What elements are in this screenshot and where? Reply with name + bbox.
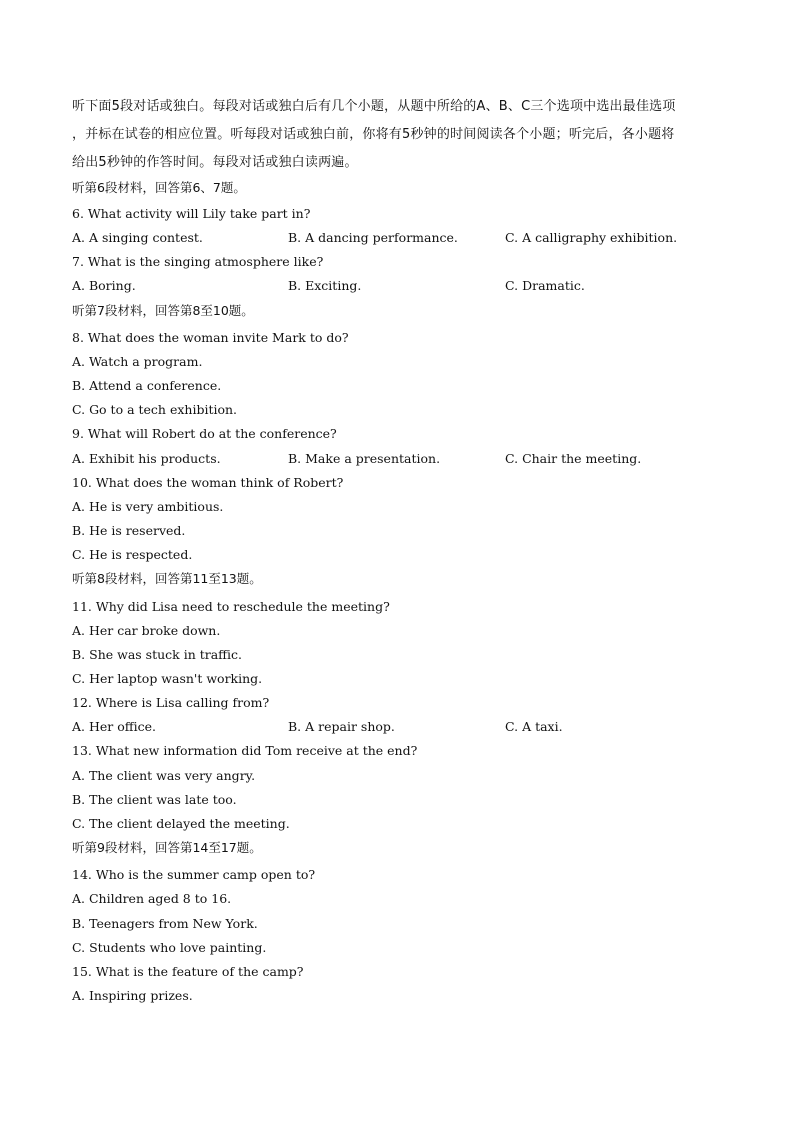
option-c: C. A taxi. — [505, 719, 563, 734]
section-heading: 听第9段材料，回答第14至17题。 — [72, 840, 262, 855]
option-c: C. He is respected. — [72, 547, 193, 562]
option-a: A. Boring. — [72, 278, 136, 293]
option-a: A. Her car broke down. — [72, 623, 221, 638]
instructions-line: 给出5秒钟的作答时间。每段对话或独白读两遍。 — [72, 155, 358, 170]
option-a: A. Watch a program. — [72, 354, 203, 369]
option-b: B. Make a presentation. — [288, 451, 441, 466]
question-9: 9. What will Robert do at the conference? — [72, 426, 337, 441]
question-8: 8. What does the woman invite Mark to do? — [72, 330, 349, 345]
question-7: 7. What is the singing atmosphere like? — [72, 254, 324, 269]
option-c: C. Her laptop wasn't working. — [72, 671, 263, 686]
option-c: C. Chair the meeting. — [505, 451, 642, 466]
option-a: A. He is very ambitious. — [72, 499, 224, 514]
option-b: B. A repair shop. — [288, 719, 395, 734]
question-15: 15. What is the feature of the camp? — [72, 964, 304, 979]
option-a: A. Children aged 8 to 16. — [72, 891, 232, 906]
question-12: 12. Where is Lisa calling from? — [72, 695, 270, 710]
option-b: B. Attend a conference. — [72, 378, 222, 393]
question-14: 14. Who is the summer camp open to? — [72, 867, 316, 882]
option-b: B. Exciting. — [288, 278, 362, 293]
option-c: C. Go to a tech exhibition. — [72, 402, 238, 417]
option-c: C. A calligraphy exhibition. — [505, 230, 678, 245]
option-a: A. Exhibit his products. — [72, 451, 221, 466]
option-a: A. Her office. — [72, 719, 156, 734]
question-11: 11. Why did Lisa need to reschedule the meeting? — [72, 599, 390, 614]
option-b: B. The client was late too. — [72, 792, 237, 807]
option-b: B. She was stuck in traffic. — [72, 647, 243, 662]
instructions-paragraph — [72, 93, 722, 177]
instructions-line: ，并标在试卷的相应位置。听每段对话或独白前，你将有5秒钟的时间阅读各个小题；听完后，各小题将 — [72, 127, 675, 142]
option-a: A. Inspiring prizes. — [72, 988, 193, 1003]
question-6: 6. What activity will Lily take part in? — [72, 206, 311, 221]
option-c: C. Dramatic. — [505, 278, 585, 293]
question-10: 10. What does the woman think of Robert? — [72, 475, 344, 490]
section-heading: 听第6段材料，回答第6、7题。 — [72, 180, 246, 195]
option-b: B. He is reserved. — [72, 523, 186, 538]
section-heading: 听第7段材料，回答第8至10题。 — [72, 303, 254, 318]
option-a: A. A singing contest. — [72, 230, 203, 245]
option-b: B. A dancing performance. — [288, 230, 458, 245]
section-heading: 听第8段材料，回答第11至13题。 — [72, 571, 262, 586]
option-c: C. The client delayed the meeting. — [72, 816, 290, 831]
instructions-line: 听下面5段对话或独白。每段对话或独白后有几个小题，从题中所给的A、B、C三个选项中选出最佳选项 — [72, 99, 676, 114]
option-b: B. Teenagers from New York. — [72, 916, 258, 931]
option-a: A. The client was very angry. — [72, 768, 256, 783]
option-c: C. Students who love painting. — [72, 940, 267, 955]
question-13: 13. What new information did Tom receive at the end? — [72, 743, 418, 758]
